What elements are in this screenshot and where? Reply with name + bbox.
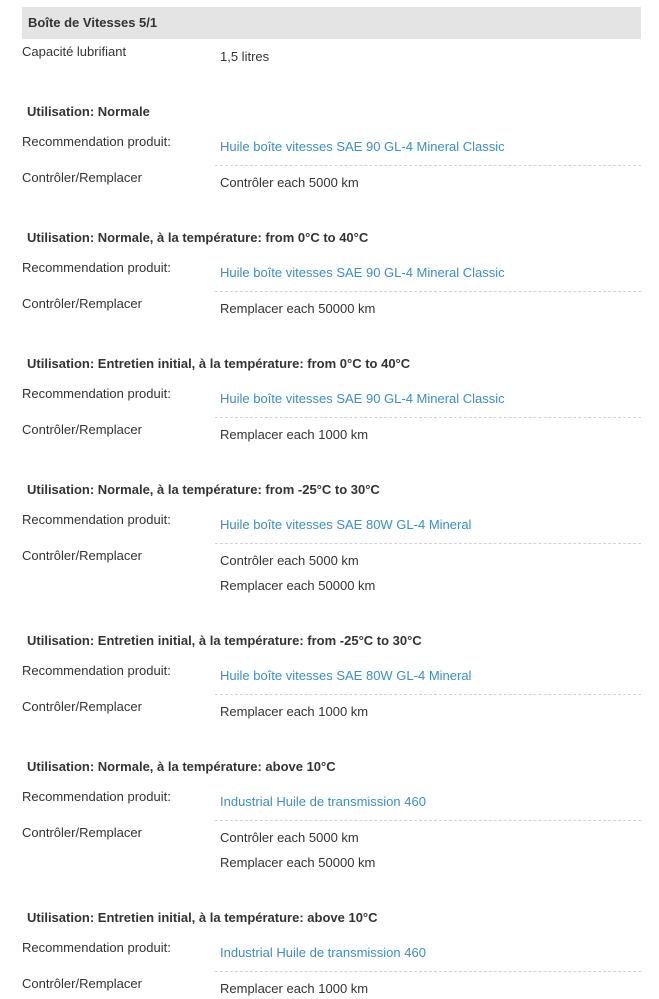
- recommendation-label: Recommendation produit:: [22, 260, 171, 275]
- product-link[interactable]: Huile boîte vitesses SAE 90 GL-4 Mineral Classic: [220, 265, 505, 280]
- recommendation-label: Recommendation produit:: [22, 940, 171, 955]
- product-link[interactable]: Huile boîte vitesses SAE 90 GL-4 Mineral Classic: [220, 391, 505, 406]
- check-replace-label: Contrôler/Remplacer: [22, 976, 142, 991]
- row-divider: [215, 694, 641, 695]
- usage-title: Utilisation: Normale, à la température: from -25°C to 30°C: [27, 482, 380, 497]
- action-value: Remplacer each 1000 km: [220, 981, 369, 996]
- row-divider: [215, 165, 641, 166]
- recommendation-label: Recommendation produit:: [22, 789, 171, 804]
- row-divider: [215, 820, 641, 821]
- usage-title: Utilisation: Normale, à la température: from 0°C to 40°C: [27, 230, 369, 245]
- action-value: Contrôler each 5000 km: [220, 830, 359, 845]
- section-header-title: Boîte de Vitesses 5/1: [22, 7, 641, 39]
- check-replace-label: Contrôler/Remplacer: [22, 170, 142, 185]
- check-replace-label: Contrôler/Remplacer: [22, 548, 142, 563]
- action-value: Remplacer each 50000 km: [220, 578, 376, 593]
- product-link[interactable]: Industrial Huile de transmission 460: [220, 945, 426, 960]
- row-divider: [215, 417, 641, 418]
- action-value: Remplacer each 50000 km: [220, 301, 376, 316]
- product-link[interactable]: Huile boîte vitesses SAE 90 GL-4 Mineral Classic: [220, 139, 505, 154]
- usage-title: Utilisation: Normale, à la température: above 10°C: [27, 759, 336, 774]
- action-value: Contrôler each 5000 km: [220, 175, 359, 190]
- recommendation-label: Recommendation produit:: [22, 386, 171, 401]
- check-replace-label: Contrôler/Remplacer: [22, 699, 142, 714]
- row-divider: [215, 291, 641, 292]
- product-link[interactable]: Industrial Huile de transmission 460: [220, 794, 426, 809]
- check-replace-label: Contrôler/Remplacer: [22, 422, 142, 437]
- row-divider: [215, 543, 641, 544]
- recommendation-label: Recommendation produit:: [22, 134, 171, 149]
- usage-title: Utilisation: Entretien initial, à la température: above 10°C: [27, 910, 378, 925]
- recommendation-label: Recommendation produit:: [22, 663, 171, 678]
- capacity-value: 1,5 litres: [220, 49, 270, 64]
- check-replace-label: Contrôler/Remplacer: [22, 825, 142, 840]
- check-replace-label: Contrôler/Remplacer: [22, 296, 142, 311]
- action-value: Remplacer each 1000 km: [220, 704, 369, 719]
- usage-title: Utilisation: Entretien initial, à la température: from -25°C to 30°C: [27, 633, 422, 648]
- product-link[interactable]: Huile boîte vitesses SAE 80W GL-4 Mineral: [220, 517, 472, 532]
- usage-title: Utilisation: Entretien initial, à la température: from 0°C to 40°C: [27, 356, 411, 371]
- action-value: Remplacer each 1000 km: [220, 427, 369, 442]
- row-divider: [215, 971, 641, 972]
- recommendation-label: Recommendation produit:: [22, 512, 171, 527]
- action-value: Contrôler each 5000 km: [220, 553, 359, 568]
- product-link[interactable]: Huile boîte vitesses SAE 80W GL-4 Mineral: [220, 668, 472, 683]
- capacity-label: Capacité lubrifiant: [22, 44, 127, 59]
- usage-title: Utilisation: Normale: [27, 104, 150, 119]
- action-value: Remplacer each 50000 km: [220, 855, 376, 870]
